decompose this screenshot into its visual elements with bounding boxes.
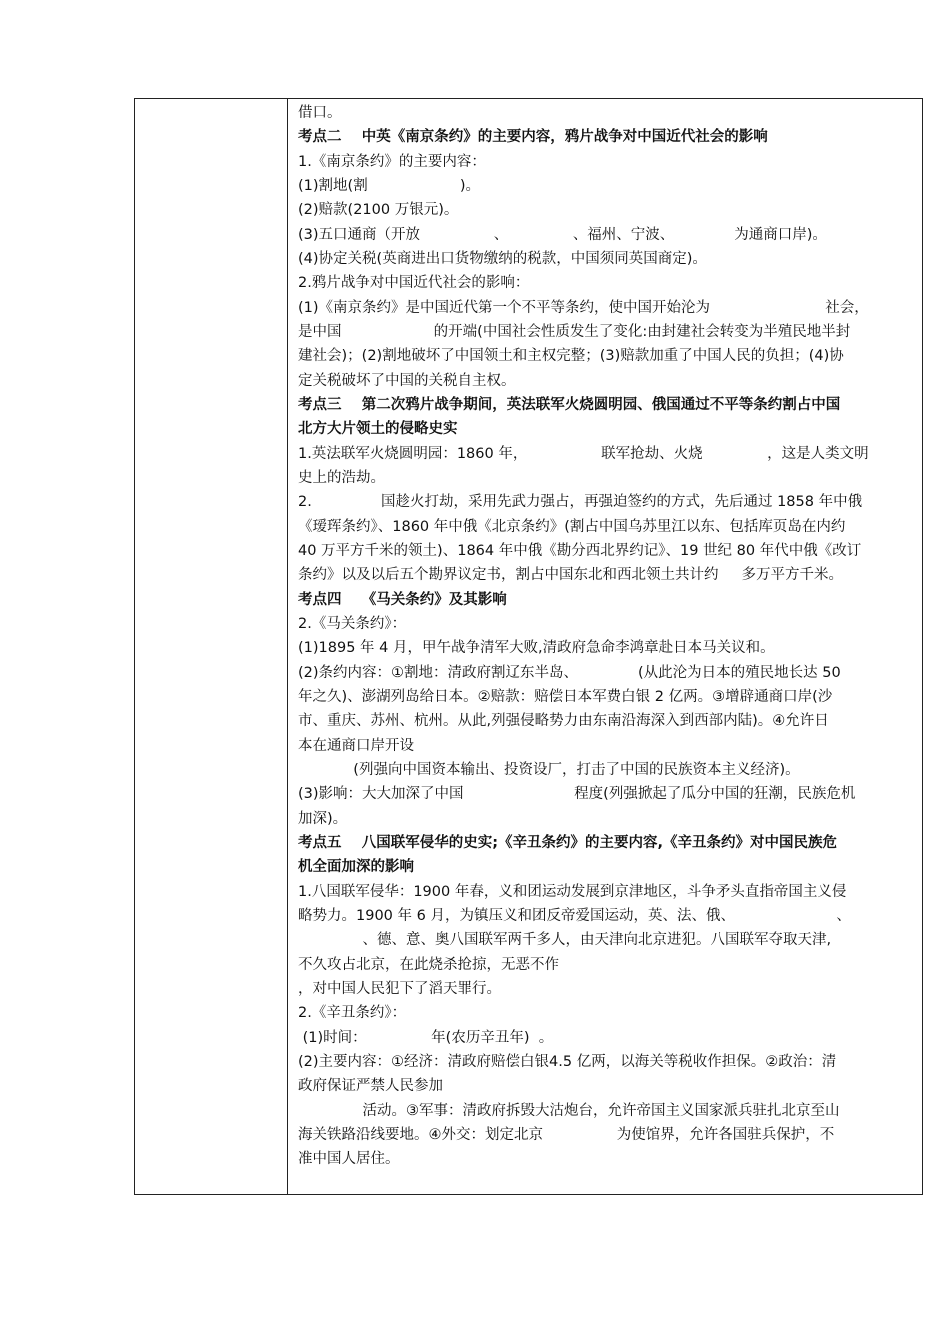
content-table: [134, 98, 923, 1195]
text-line: 1.英法联军火烧圆明园：1860 年， 联军抢劫、火烧 ，这是人类文明: [298, 445, 869, 462]
text-line: 略势力。1900 年 6 月，为镇压义和团反帝爱国运动，英、法、俄、 、: [298, 907, 851, 924]
text-line: 海关铁路沿线要地。④外交：划定北京 为使馆界，允许各国驻兵保护，不: [298, 1126, 835, 1143]
text-line: 加深)。: [298, 810, 348, 827]
section-heading-line: 考点二 中英《南京条约》的主要内容，鸦片战争对中国近代社会的影响: [298, 129, 768, 146]
section-heading-line: 考点四 《马关条约》及其影响: [298, 591, 507, 608]
text-line: 本在通商口岸开设: [298, 737, 414, 754]
text-line: 史上的浩劫。: [298, 469, 385, 486]
text-line: 2.鸦片战争对中国近代社会的影响：: [298, 275, 530, 292]
text-line: (1)1895 年 4 月，甲午战争清军大败,清政府急命李鸿章赴日本马关议和。: [298, 640, 775, 657]
text-line: 2.《辛丑条约》：: [298, 1005, 407, 1022]
text-line: (2)主要内容：①经济：清政府赔偿白银4.5 亿两，以海关等税收作担保。②政治：清: [298, 1053, 837, 1070]
text-line: (列强向中国资本输出、投资设厂，打击了中国的民族资本主义经济)。: [298, 761, 800, 778]
text-line: (1)割地(割 )。: [298, 177, 481, 194]
text-line: 2.《马关条约》：: [298, 615, 407, 632]
text-line: 是中国 的开端(中国社会性质发生了变化:由封建社会转变为半殖民地半封: [298, 323, 851, 340]
text-line: 、德、意、奥八国联军两千多人，由天津向北京进犯。八国联军夺取天津,: [298, 932, 832, 949]
section-heading-line: 考点三 第二次鸦片战争期间，英法联军火烧圆明园、俄国通过不平等条约割占中国: [298, 396, 841, 413]
text-line: 定关税破坏了中国的关税自主权。: [298, 372, 516, 389]
text-line: 《瑷珲条约》、1860 年中俄《北京条约》(割占中国乌苏里江以东、包括库页岛在内约: [298, 518, 846, 535]
text-line: 2. 国趁火打劫，采用先武力强占，再强迫签约的方式，先后通过 1858 年中俄: [298, 494, 863, 511]
text-line: 不久攻占北京，在此烧杀抢掠，无恶不作: [298, 956, 559, 973]
text-line: ，对中国人民犯下了滔天罪行。: [298, 980, 501, 997]
text-line: 建社会)；(2)割地破坏了中国领土和主权完整；(3)赔款加重了中国人民的负担；(4)协: [298, 348, 844, 365]
text-line: 政府保证严禁人民参加: [298, 1078, 443, 1095]
text-line: (1)《南京条约》是中国近代第一个不平等条约，使中国开始沦为 社会，: [298, 299, 869, 316]
text-line: 市、重庆、苏州、杭州。从此,列强侵略势力由东南沿海深入到西部内陆)。④允许日: [298, 713, 829, 730]
text-line: 年之久)、澎湖列岛给日本。②赔款：赔偿日本军费白银 2 亿两。③增辟通商口岸(沙: [298, 688, 833, 705]
text-line: 活动。③军事：清政府拆毁大沽炮台，允许帝国主义国家派兵驻扎北京至山: [298, 1102, 840, 1119]
table-content-cell: [288, 99, 922, 1194]
text-line: 借口。: [298, 105, 342, 121]
table-left-column: [135, 99, 288, 1194]
text-line: 40 万平方千米的领土)、1864 年中俄《勘分西北界约记》、19 世纪 80 年代中俄《改订: [298, 542, 862, 559]
text-line: 条约》以及以后五个勘界议定书，割占中国东北和西北领土共计约 多万平方千米。: [298, 567, 844, 584]
section-heading-line: 北方大片领土的侵略史实: [298, 421, 458, 438]
text-line: 1.八国联军侵华：1900 年春，义和团运动发展到京津地区，斗争矛头直指帝国主义侵: [298, 883, 847, 900]
text-line: (2)赔款(2100 万银元)。: [298, 202, 459, 219]
section-heading-line: 机全面加深的影响: [298, 859, 414, 876]
text-line: (3)影响：大大加深了中国 程度(列强掀起了瓜分中国的狂潮，民族危机: [298, 786, 856, 803]
text-line: 1.《南京条约》的主要内容：: [298, 153, 486, 170]
text-line: (1)时间： 年(农历辛丑年) 。: [298, 1029, 554, 1046]
text-line: 准中国人居住。: [298, 1151, 400, 1168]
text-line: (4)协定关税(英商进出口货物缴纳的税款，中国须同英国商定)。: [298, 250, 707, 267]
text-line: (2)条约内容：①割地：清政府割辽东半岛、 (从此沦为日本的殖民地长达 50: [298, 664, 841, 681]
text-line: (3)五口通商（开放 、 、福州、宁波、 为通商口岸)。: [298, 226, 827, 243]
section-heading-line: 考点五 八国联军侵华的史实;《辛丑条约》的主要内容,《辛丑条约》对中国民族危: [298, 834, 837, 851]
